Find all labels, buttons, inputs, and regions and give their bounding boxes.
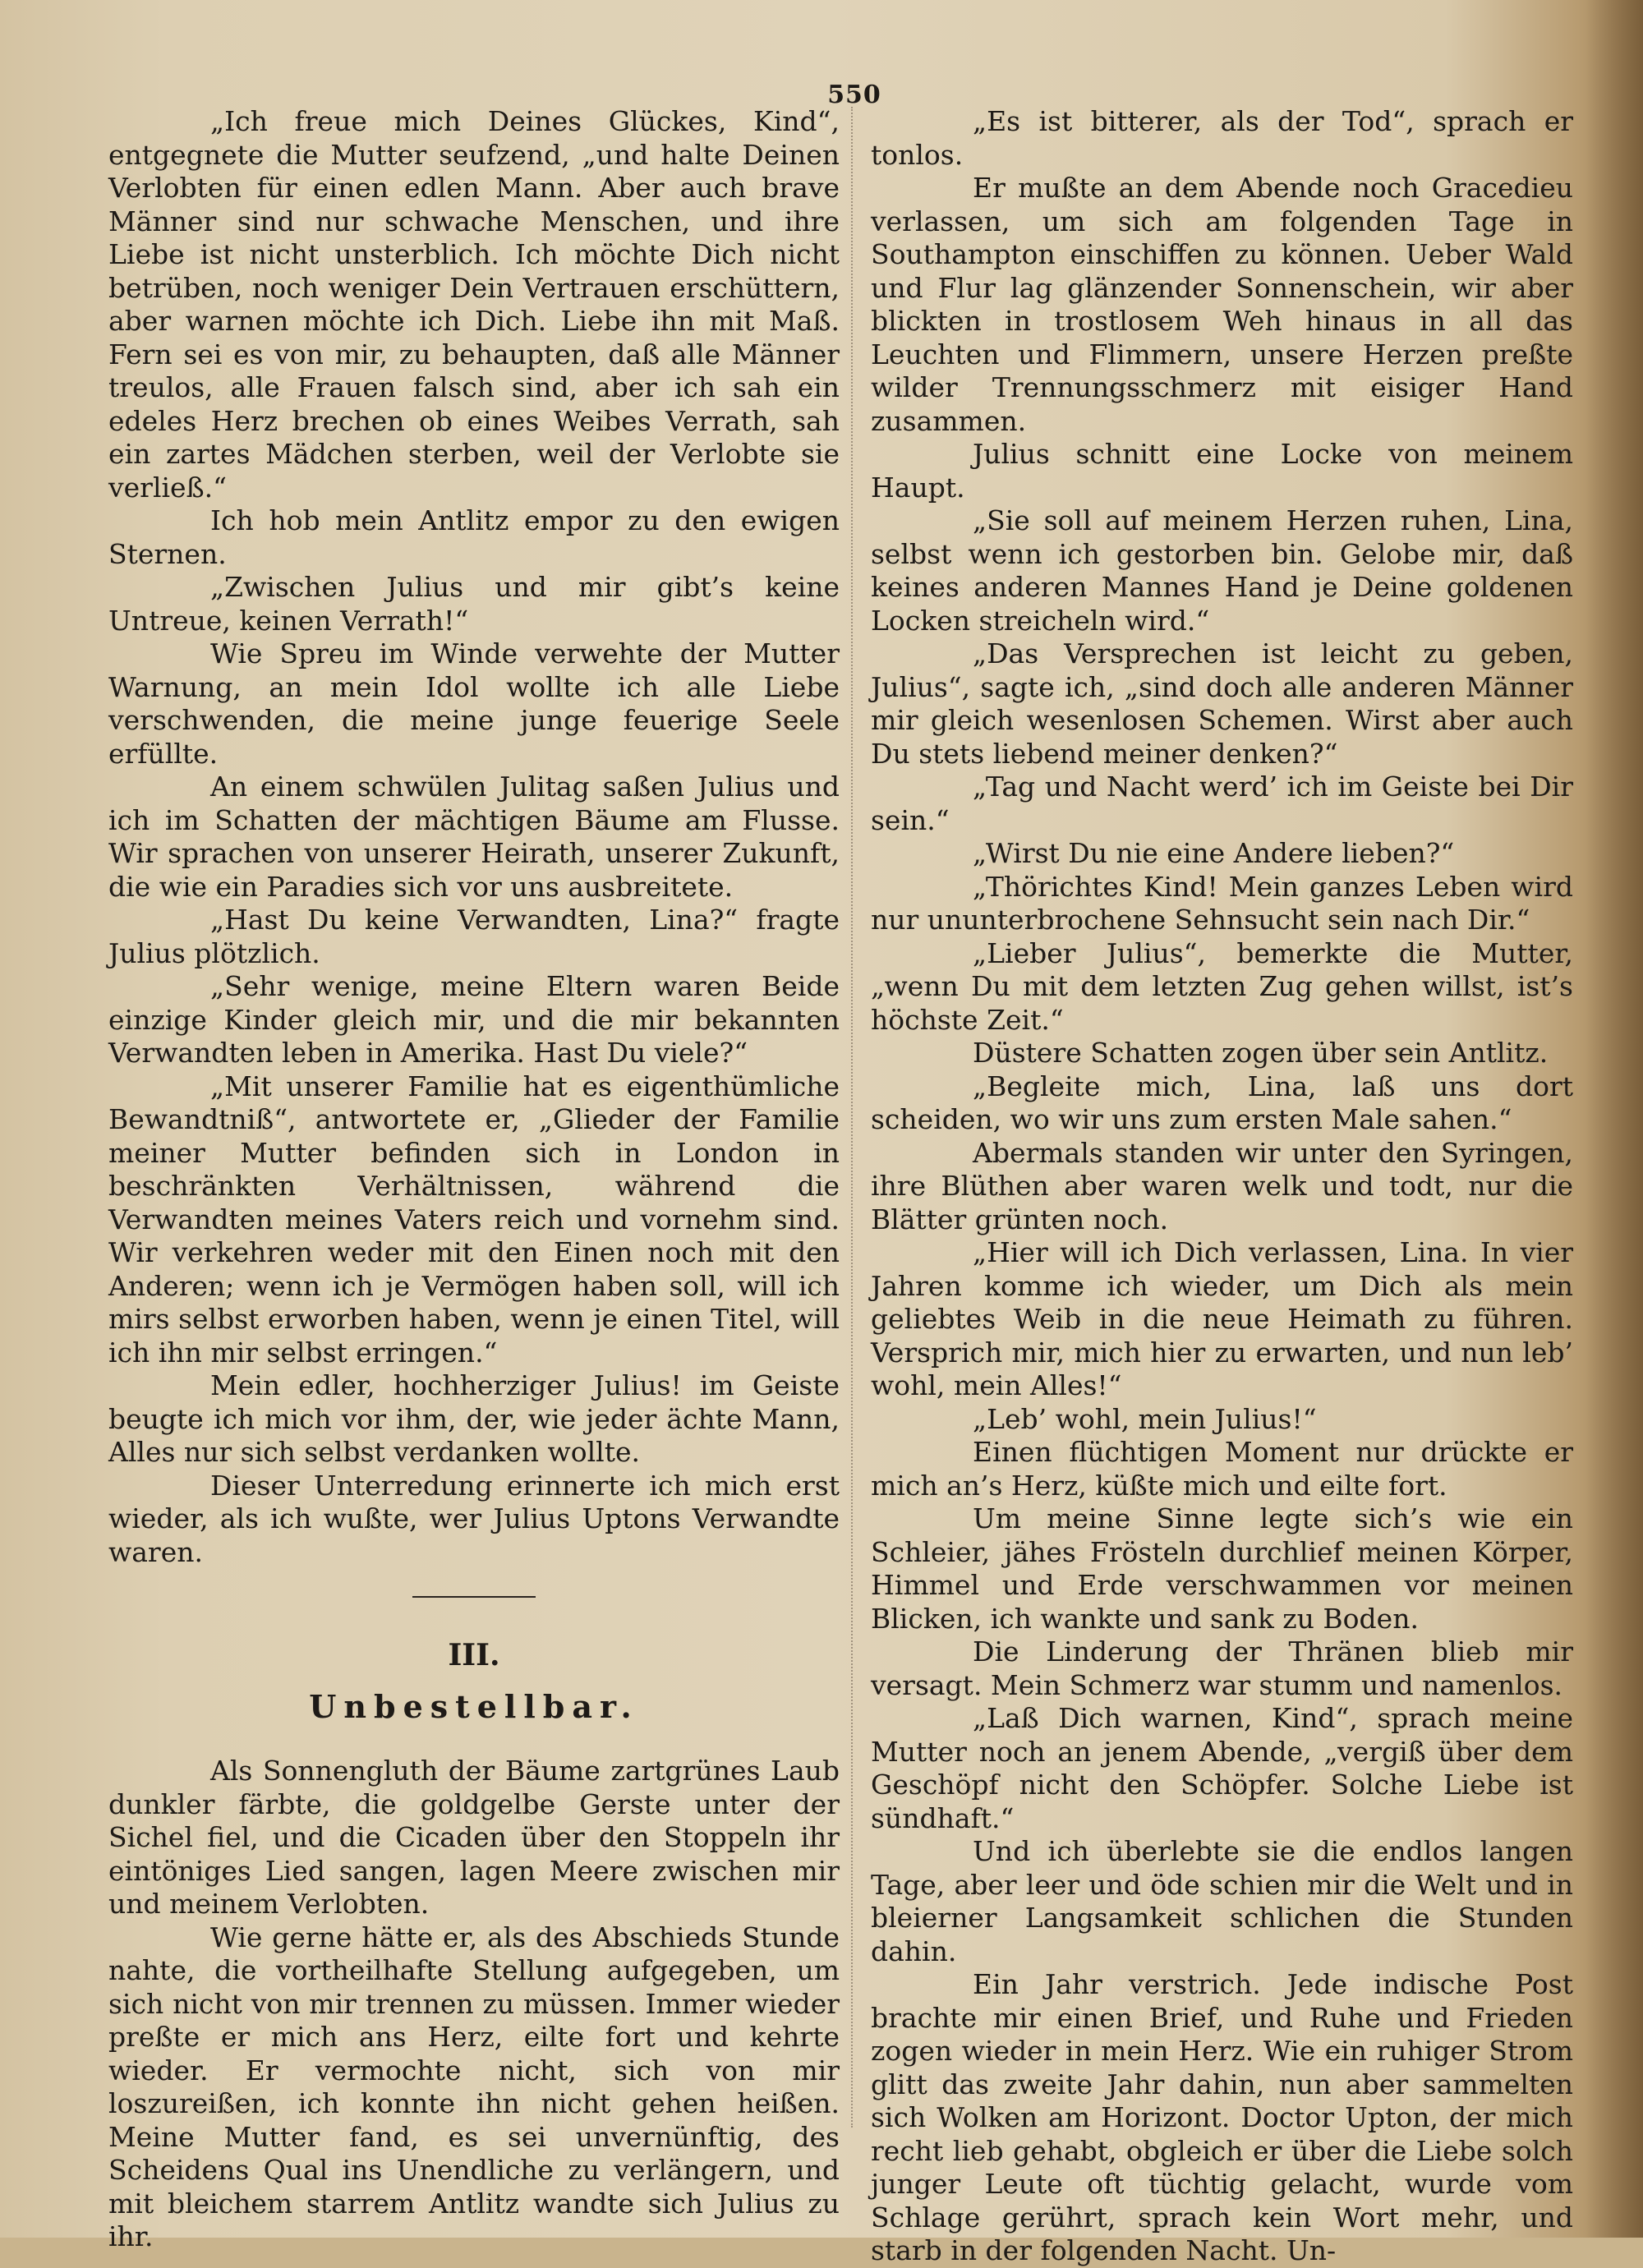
paragraph: „Begleite mich, Lina, laß uns dort scheiden, wo wir uns zum ersten Male sahen.“ (871, 1070, 1573, 1135)
paragraph: Ein Jahr verstrich. Jede indische Post brachte mir einen Brief, und Ruhe und Frieden zogen wieder in mein Herz. Wie ein ruhiger Strom glitt das zweite Jahr dahin, nun aber sammelten sich Wolken am Horizont. Doctor Upton, der mich recht lieb gehabt, obgleich er über die Liebe solch junger Leute oft tüchtig gelacht, wurde vom Schlage gerührt, sprach kein Wort mehr, und starb in der folgenden Nacht. Un- (871, 1968, 1573, 2266)
paragraph: Wie Spreu im Winde verwehte der Mutter Warnung, an mein Idol wollte ich alle Liebe verschwenden, die meine junge feuerige Seele erfüllte. (108, 637, 840, 770)
paragraph: Wie gerne hätte er, als des Abschieds Stunde nahte, die vortheilhafte Stellung aufgegeben, um sich nicht von mir trennen zu müssen. Immer wieder preßte er mich ans Herz, eilte fort und kehrte wieder. Er vermochte nicht, sich von mir loszureißen, ich konnte ihn nicht gehen heißen. Meine Mutter fand, es sei unvernünftig, des Scheidens Qual ins Unendliche zu verlängern, und mit bleichem starrem Antlitz wandte sich Julius zu ihr. (108, 1921, 840, 2252)
page-edge-shadow (1585, 0, 1643, 2238)
paragraph: Als Sonnengluth der Bäume zartgrünes Laub dunkler färbte, die goldgelbe Gerste unter der Sichel fiel, und die Cicaden über den Stoppeln ihr eintöniges Lied sangen, lagen Meere zwischen mir und meinem Verlobten. (108, 1755, 840, 1920)
paragraph: Mein edler, hochherziger Julius! im Geiste beugte ich mich vor ihm, der, wie jeder ächte Mann, Alles nur sich selbst verdanken wollte. (108, 1369, 840, 1468)
paragraph: „Tag und Nacht werd’ ich im Geiste bei Dir sein.“ (871, 771, 1573, 836)
paragraph: „Ich freue mich Deines Glückes, Kind“, entgegnete die Mutter seufzend, „und halte Deinen Verlobten für einen edlen Mann. Aber auch brave Männer sind nur schwache Menschen, und ihre Liebe ist nicht unsterblich. Ich möchte Dich nicht betrüben, noch weniger Dein Vertrauen erschüttern, aber warnen möchte ich Dich. Liebe ihn mit Maß. Fern sei es von mir, zu behaupten, daß alle Männer treulos, alle Frauen falsch sind, aber ich sah ein edeles Herz brechen ob eines Weibes Verrath, sah ein zartes Mädchen sterben, weil der Verlobte sie verließ.“ (108, 105, 840, 504)
paragraph: Die Linderung der Thränen blieb mir versagt. Mein Schmerz war stumm und namenlos. (871, 1635, 1573, 1701)
paragraph: Und ich überlebte sie die endlos langen Tage, aber leer und öde schien mir die Welt und in bleierner Langsamkeit schlichen die Stunden dahin. (871, 1835, 1573, 1967)
paragraph: Einen flüchtigen Moment nur drückte er mich an’s Herz, küßte mich und eilte fort. (871, 1436, 1573, 1502)
section-number: III. (448, 1638, 500, 1672)
paragraph: Er mußte an dem Abende noch Gracedieu verlassen, um sich am folgenden Tage in Southampton einschiffen zu können. Ueber Wald und Flur lag glänzender Sonnenschein, wir aber blickten in trostlosem Weh hinaus in all das Leuchten und Flimmern, unsere Herzen preßte wilder Trennungsschmerz mit eisiger Hand zusammen. (871, 172, 1573, 437)
paragraph: „Laß Dich warnen, Kind“, sprach meine Mutter noch an jenem Abende, „vergiß über dem Geschöpf nicht den Schöpfer. Solche Liebe ist sündhaft.“ (871, 1702, 1573, 1834)
left-column (108, 105, 840, 2254)
paragraph: Abermals standen wir unter den Syringen, ihre Blüthen aber waren welk und todt, nur die Blätter grünten noch. (871, 1136, 1573, 1235)
column-divider (851, 107, 853, 2128)
section-divider-rule (412, 1596, 536, 1598)
paragraph: Düstere Schatten zogen über sein Antlitz. (973, 1037, 1549, 1069)
paragraph: „Zwischen Julius und mir gibt’s keine Untreue, keinen Verrath!“ (108, 571, 840, 637)
paragraph: „Hast Du keine Verwandten, Lina?“ fragte Julius plötzlich. (108, 904, 840, 969)
paragraph: An einem schwülen Julitag saßen Julius und ich im Schatten der mächtigen Bäume am Flusse. Wir sprachen von unserer Heirath, unserer Zukunft, die wie ein Paradies sich vor uns ausbreitete. (108, 771, 840, 903)
page-number: 550 (827, 81, 881, 109)
paragraph: „Das Versprechen ist leicht zu geben, Julius“, sagte ich, „sind doch alle anderen Männer mir gleich wesenlosen Schemen. Wirst aber auch Du stets liebend meiner denken?“ (871, 637, 1573, 770)
paragraph: Um meine Sinne legte sich’s wie ein Schleier, jähes Frösteln durchlief meinen Körper, Himmel und Erde verschwammen vor meinen Blicken, ich wankte und sank zu Boden. (871, 1502, 1573, 1635)
paragraph: „Wirst Du nie eine Andere lieben?“ (973, 837, 1455, 869)
paragraph: „Es ist bitterer, als der Tod“, sprach er tonlos. (871, 105, 1573, 171)
paragraph: „Lieber Julius“, bemerkte die Mutter, „wenn Du mit dem letzten Zug gehen willst, ist’s höchste Zeit.“ (871, 936, 1573, 1036)
paragraph: „Mit unserer Familie hat es eigenthümliche Bewandtniß“, antwortete er, „Glieder der Familie meiner Mutter befinden sich in London in beschränkten Verhältnissen, während die Verwandten meines Vaters reich und vornehm sind. Wir verkehren weder mit den Einen noch mit den Anderen; wenn ich je Vermögen haben soll, will ich mirs selbst erworben haben, wenn je einen Titel, will ich ihn mir selbst erringen.“ (108, 1070, 840, 1369)
paragraph: „Thörichtes Kind! Mein ganzes Leben wird nur ununterbrochene Sehnsucht sein nach Dir.“ (871, 870, 1573, 936)
right-column (871, 105, 1573, 2268)
paragraph: „Sehr wenige, meine Eltern waren Beide einzige Kinder gleich mir, und die mir bekannten Verwandten leben in Amerika. Hast Du viele?“ (108, 970, 840, 1069)
paragraph: Ich hob mein Antlitz empor zu den ewigen Sternen. (108, 504, 840, 570)
paragraph: „Leb’ wohl, mein Julius!“ (973, 1402, 1317, 1435)
paragraph: Julius schnitt eine Locke von meinem Haupt. (871, 438, 1573, 504)
paragraph: „Sie soll auf meinem Herzen ruhen, Lina, selbst wenn ich gestorben bin. Gelobe mir, daß keines anderen Mannes Hand je Deine goldenen Locken streicheln wird.“ (871, 504, 1573, 637)
section-title: Unbestellbar. (309, 1687, 639, 1725)
paragraph: „Hier will ich Dich verlassen, Lina. In vier Jahren komme ich wieder, um Dich als mein geliebtes Weib in die neue Heimath zu führen. Versprich mir, mich hier zu erwarten, und nun leb’ wohl, mein Alles!“ (871, 1236, 1573, 1401)
paragraph: Dieser Unterredung erinnerte ich mich erst wieder, als ich wußte, wer Julius Uptons Verwandte waren. (108, 1469, 840, 1568)
